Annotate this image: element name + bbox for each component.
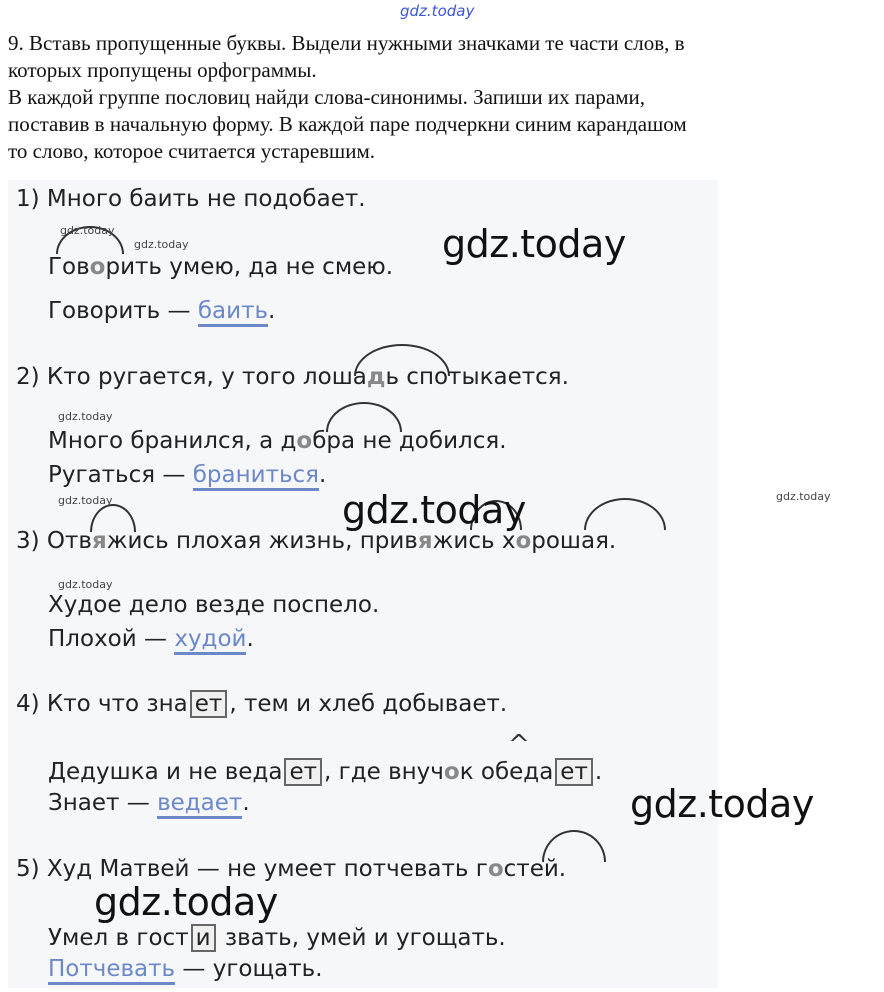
proverb-text: Много баить не подобает.	[46, 186, 366, 212]
ending-box: ет	[284, 758, 322, 786]
period: .	[242, 790, 250, 816]
watermark: gdz.today	[442, 222, 626, 266]
dash: —	[119, 790, 158, 816]
watermark: gdz.today	[60, 224, 115, 237]
pair-word: Ругаться	[48, 462, 156, 488]
watermark: gdz.today	[134, 238, 189, 251]
proverb-line	[48, 254, 393, 280]
text-part: жись плохая жизнь, прив	[106, 528, 418, 554]
item-number: 2)	[16, 364, 40, 390]
proverb-line	[16, 690, 507, 718]
synonym-pair	[48, 626, 254, 652]
underlined-archaic-word: худой	[174, 626, 246, 655]
dash: —	[136, 626, 175, 652]
proverb-line	[16, 186, 366, 212]
pair-word: угощать	[212, 956, 316, 982]
proverb-line	[48, 758, 602, 786]
suffix-caret-mark: ^	[508, 730, 530, 760]
dash: —	[160, 298, 198, 324]
proverb-line: Худое дело везде поспело.	[48, 592, 380, 618]
underlined-archaic-word: баить	[198, 298, 268, 327]
text-part: Кто что зна	[46, 691, 188, 717]
item-number: 5)	[16, 856, 40, 882]
ending-box: ет	[190, 690, 228, 718]
text-part: бра не добился.	[312, 428, 507, 454]
dash: —	[175, 956, 213, 982]
task-line: которых пропущены орфограммы.	[8, 58, 317, 82]
underlined-archaic-word: ведает	[157, 790, 242, 819]
inserted-letter: я	[91, 528, 107, 554]
text-part: Много бранился, а д	[48, 428, 297, 454]
item-number: 3)	[16, 528, 40, 554]
text-part: к обеда	[459, 759, 554, 785]
synonym-pair	[48, 790, 250, 816]
text-part: , тем и хлеб добывает.	[229, 691, 508, 717]
period: .	[319, 462, 327, 488]
inserted-letter: о	[515, 528, 532, 554]
task-line: то слово, которое считается устаревшим.	[8, 139, 376, 163]
pair-word: Говорить	[48, 298, 161, 324]
inserted-letter: д	[366, 364, 386, 390]
inserted-letter: я	[417, 528, 433, 554]
synonym-pair	[48, 956, 323, 982]
underlined-archaic-word: Потчевать	[48, 956, 175, 985]
period: .	[246, 626, 254, 652]
period: .	[594, 759, 603, 785]
watermark: gdz.today	[776, 490, 831, 503]
proverb-line	[48, 924, 506, 952]
period: .	[268, 298, 276, 324]
item-number: 4)	[16, 691, 40, 717]
task-line: В каждой группе пословиц найди слова-синонимы. Запиши их парами,	[8, 85, 645, 109]
text-part: Умел в гост	[48, 925, 189, 951]
watermark: gdz.today	[58, 410, 113, 423]
synonym-pair	[48, 298, 275, 324]
ending-box: и	[191, 924, 216, 952]
underlined-archaic-word: браниться	[193, 462, 319, 491]
item-number: 1)	[16, 186, 40, 212]
proverb-line	[48, 428, 507, 454]
text-part: звать, умей и угощать.	[217, 925, 506, 951]
pair-word: Знает	[48, 790, 120, 816]
inserted-letter: о	[443, 759, 460, 785]
text-part: ь спотыкается.	[385, 364, 569, 390]
text-part: , где внуч	[324, 759, 444, 785]
watermark: gdz.today	[58, 578, 113, 591]
inserted-letter: о	[487, 856, 504, 882]
text-part: Гов	[48, 254, 90, 280]
text-part: рошая.	[531, 528, 617, 554]
task-line: поставив в начальную форму. В каждой паре подчеркни синим карандашом	[8, 112, 687, 136]
text-part: жись х	[432, 528, 516, 554]
task-text	[8, 30, 878, 165]
period: .	[315, 956, 323, 982]
text-part: рить умею, да не смею.	[105, 254, 394, 280]
text-part: Кто ругается, у того лоша	[46, 364, 367, 390]
watermark: gdz.today	[94, 880, 278, 924]
watermark: gdz.today	[630, 782, 814, 826]
text-part: Худ Матвей — не умеет потчевать г	[46, 856, 488, 882]
inserted-letter: о	[296, 428, 313, 454]
text-part: Отв	[46, 528, 92, 554]
ending-box: ет	[555, 758, 593, 786]
dash: —	[155, 462, 193, 488]
watermark-top: gdz.today	[400, 2, 475, 20]
watermark: gdz.today	[58, 494, 113, 507]
watermark: gdz.today	[342, 488, 526, 532]
text-part: Дедушка и не веда	[48, 759, 283, 785]
task-line: 9. Вставь пропущенные буквы. Выдели нужными значками те части слов, в	[8, 31, 685, 55]
inserted-letter: о	[89, 254, 106, 280]
synonym-pair	[48, 462, 326, 488]
pair-word: Плохой	[48, 626, 137, 652]
proverb-line	[16, 528, 616, 554]
text-part: стей.	[503, 856, 567, 882]
proverb-line	[16, 856, 566, 882]
proverb-line	[16, 364, 569, 390]
